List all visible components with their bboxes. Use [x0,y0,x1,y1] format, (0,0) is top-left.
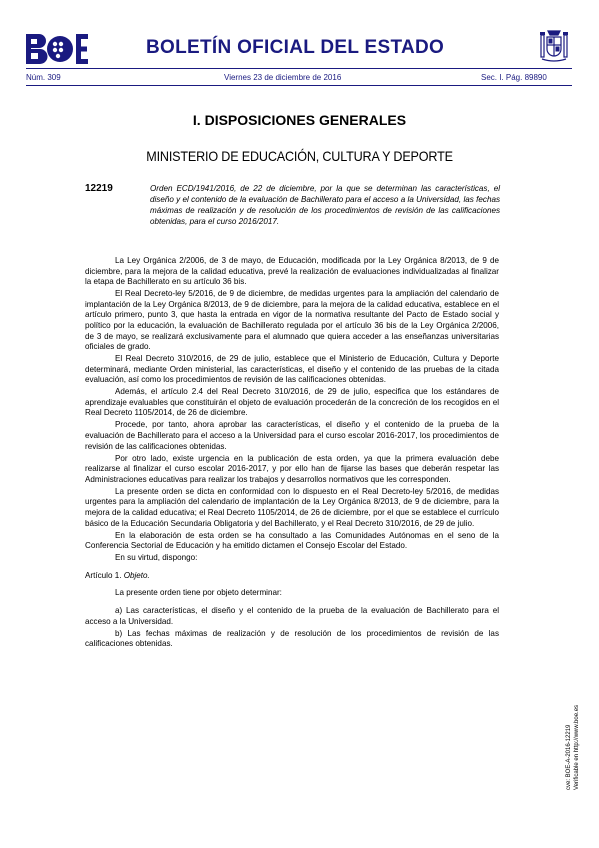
header-rule-top [26,68,572,69]
article-intro: La presente orden tiene por objeto determinar: [115,588,282,598]
header-rule-bottom [26,85,572,86]
verification-link[interactable]: Verificable en http://www.boe.es [573,704,580,790]
section-title: I. DISPOSICIONES GENERALES [192,112,407,128]
article-heading [85,571,499,582]
paragraph: Además, el artículo 2.4 del Real Decreto 310/2016, de 29 de julio, especifica que los estándares de aprendizaje evaluables que constituirán el objeto de evaluación procederán de la concreción de los recogidos en el Real Decreto 1105/2014, de 26 de diciembre. [85,387,499,418]
issue-number: Núm. 309 [26,73,61,82]
order-number: 12219 [85,183,113,194]
paragraph: El Real Decreto 310/2016, de 29 de julio, establece que el Ministerio de Educación, Cultura y Deporte determinará, mediante Orden ministerial, las características, el diseño y el contenido de las pruebas de la citada evaluación, así como los procedimientos de revisión de las calificaciones obtenidas. [85,354,499,385]
paragraph: Por otro lado, existe urgencia en la publicación de esta orden, ya que la primera evaluación debe realizarse al finalizar el curso escolar 2016-2017, y por ello han de fijarse las bases que deberán respetar las Administraciones educativas para realizar los trabajos y desarrollos normativos que les corresponden. [85,453,499,484]
document-body [85,256,499,651]
coat-of-arms-icon [538,27,570,65]
verification-sidebar [566,705,581,790]
paragraph: El Real Decreto-ley 5/2016, de 9 de diciembre, de medidas urgentes para la ampliación del calendario de implantación de la Ley Orgánica 8/2013, de 9 de diciembre, para la mejora de la calidad educativa, establece en el artículo primero, punto 3, que hasta la entrada en vigor de la normativa resultante del Pacto de Estado social y político por la educación, la evaluación de Bachillerato regulada por el artículo 36 bis de la Ley Orgánica 2/2006, de 3 de mayo, se realizará exclusivamente para el alumnado que quiera acceder a las enseñanzas universitarias oficiales de grado. [85,289,499,352]
issue-date: Viernes 23 de diciembre de 2016 [224,73,342,82]
article-title: Objeto. [123,570,150,580]
section-page: Sec. I. Pág. 89890 [481,73,547,82]
article-label: Artículo 1. [85,570,122,580]
list-item: a) Las características, el diseño y el contenido de la prueba de la evaluación de Bachillerato para el acceso a la Universidad. [85,605,499,626]
paragraph: La presente orden se dicta en conformidad con lo dispuesto en el Real Decreto-ley 5/2016, de medidas urgentes para la ampliación del calendario de implantación de la Ley Orgánica 8/2013, de 9 de diciembre, para la mejora de la calidad educativa; el Real Decreto 1105/2014, de 26 de diciembre, por el que se establece el currículo básico de la Educación Secundaria Obligatoria y del Bachillerato, y el Real Decreto 310/2016, de 29 de julio. [85,486,499,528]
masthead-title: BOLETÍN OFICIAL DEL ESTADO [146,37,445,58]
order-title: Orden ECD/1941/2016, de 22 de diciembre, por la que se determinan las características, el diseño y el contenido de la evaluación de Bachillerato para el acceso a la Universidad, las fechas máximas de realización y de resolución de los procedimientos de revisión de las calificaciones obtenidas, para el curso 2016/2017. [150,184,500,226]
cve-code: cve: BOE-A-2016-12219 [566,724,572,790]
paragraph: La Ley Orgánica 2/2006, de 3 de mayo, de Educación, modificada por la Ley Orgánica 8/2013, de 9 de diciembre, para la mejora de la calidad educativa, prevé la realización de evaluaciones individualizadas al finalizar la etapa de Bachillerato en su artículo 36 bis. [85,256,499,287]
ministry-title: MINISTERIO DE EDUCACIÓN, CULTURA Y DEPORTE [146,148,453,164]
paragraph: En la elaboración de esta orden se ha consultado a las Comunidades Autónomas en el seno de la Conferencia Sectorial de Educación y ha emitido dictamen el Consejo Escolar del Estado. [85,530,499,551]
paragraph: En su virtud, dispongo: [115,553,198,563]
list-item: b) Las fechas máximas de realización y de resolución de los procedimientos de revisión de las calificaciones obtenidas. [85,628,499,649]
paragraph: Procede, por tanto, ahora aprobar las características, el diseño y el contenido de la prueba de la evaluación de Bachillerato para el acceso a la Universidad para el curso escolar 2016-2017, los procedimientos de revisión de las calificaciones obtenidas. [85,420,499,451]
boe-logo [26,34,88,64]
